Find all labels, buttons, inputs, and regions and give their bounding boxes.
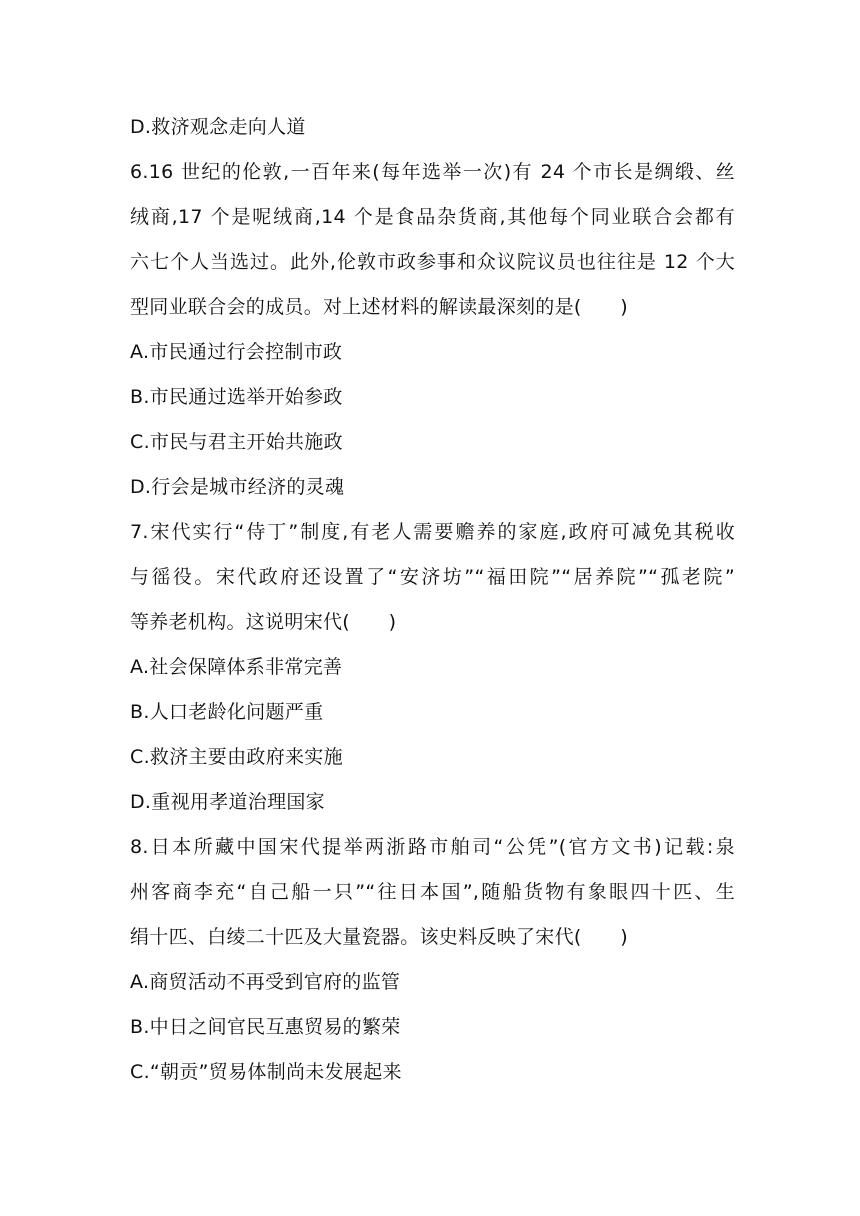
option-a-q7: A.社会保障体系非常完善 <box>130 656 343 678</box>
option-b-q7: B.人口老龄化问题严重 <box>130 701 324 723</box>
option-a-q8: A.商贸活动不再受到官府的监管 <box>130 971 401 993</box>
option-c-q8: C.“朝贡”贸易体制尚未发展起来 <box>130 1061 402 1083</box>
option-c-q6: C.市民与君主开始共施政 <box>130 431 343 453</box>
question-7-line-2: 与徭役。宋代政府还设置了“安济坊”“福田院”“居养院”“孤老院” <box>130 566 735 588</box>
option-b-q6: B.市民通过选举开始参政 <box>130 386 343 408</box>
option-b-q8: B.中日之间官民互惠贸易的繁荣 <box>130 1016 401 1038</box>
question-8-line-3: 绢十匹、白绫二十匹及大量瓷器。该史料反映了宋代( ) <box>130 926 628 948</box>
option-d-q5: D.救济观念走向人道 <box>130 116 306 138</box>
question-6-line-1: 6.16 世纪的伦敦,一百年来(每年选举一次)有 24 个市长是绸缎、丝 <box>130 161 735 183</box>
option-d-q6: D.行会是城市经济的灵魂 <box>130 476 345 498</box>
question-7-line-3: 等养老机构。这说明宋代( ) <box>130 611 397 633</box>
question-6-line-4: 型同业联合会的成员。对上述材料的解读最深刻的是( ) <box>130 296 628 318</box>
question-6-line-3: 六七个人当选过。此外,伦敦市政参事和众议院议员也往往是 12 个大 <box>130 251 735 273</box>
question-8-line-2: 州客商李充“自己船一只”“往日本国”,随船货物有象眼四十匹、生 <box>130 881 735 903</box>
option-a-q6: A.市民通过行会控制市政 <box>130 341 343 363</box>
option-c-q7: C.救济主要由政府来实施 <box>130 746 343 768</box>
question-8-line-1: 8.日本所藏中国宋代提举两浙路市舶司“公凭”(官方文书)记载:泉 <box>130 836 735 858</box>
option-d-q7: D.重视用孝道治理国家 <box>130 791 325 813</box>
question-7-line-1: 7.宋代实行“侍丁”制度,有老人需要赡养的家庭,政府可减免其税收 <box>130 521 735 543</box>
question-6-line-2: 绒商,17 个是呢绒商,14 个是食品杂货商,其他每个同业联合会都有 <box>130 206 735 228</box>
